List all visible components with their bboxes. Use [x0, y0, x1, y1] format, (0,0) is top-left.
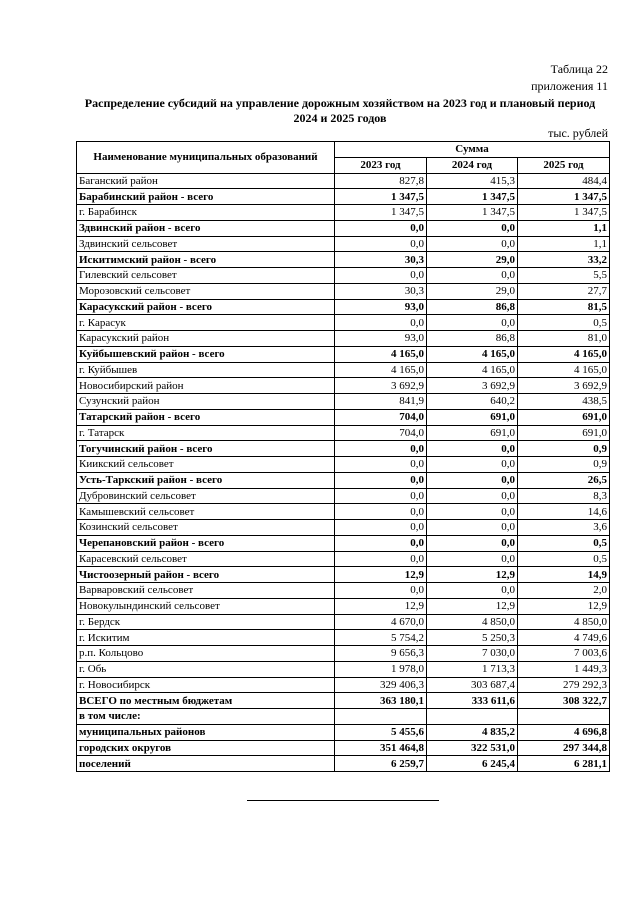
row-name-cell: городских округов: [77, 740, 335, 756]
value-cell-2023: 1 347,5: [335, 205, 427, 221]
value-cell-2024: 0,0: [427, 268, 518, 284]
row-name-cell: ВСЕГО по местным бюджетам: [77, 693, 335, 709]
value-cell-2025: 1,1: [518, 220, 610, 236]
value-cell-2023: 841,9: [335, 394, 427, 410]
title-line-1: Распределение субсидий на управление дорожным хозяйством на 2023 год и плановый период: [84, 96, 596, 110]
value-cell-2025: 4 165,0: [518, 362, 610, 378]
value-cell-2025: 691,0: [518, 425, 610, 441]
value-cell-2023: [335, 709, 427, 725]
table-row: [77, 252, 610, 268]
value-cell-2023: 827,8: [335, 173, 427, 189]
value-cell-2024: 4 165,0: [427, 362, 518, 378]
value-cell-2024: 29,0: [427, 283, 518, 299]
row-name-cell: Черепановский район - всего: [77, 535, 335, 551]
value-cell-2025: 484,4: [518, 173, 610, 189]
value-cell-2025: 3,6: [518, 520, 610, 536]
row-name-cell: Новосибирский район: [77, 378, 335, 394]
value-cell-2025: 8,3: [518, 488, 610, 504]
value-cell-2024: 0,0: [427, 315, 518, 331]
value-cell-2023: 0,0: [335, 583, 427, 599]
value-cell-2024: 415,3: [427, 173, 518, 189]
row-name-cell: г. Искитим: [77, 630, 335, 646]
table-row: [77, 362, 610, 378]
table-row: [77, 614, 610, 630]
value-cell-2025: [518, 709, 610, 725]
units-label: тыс. рублей: [548, 126, 608, 140]
row-name-cell: Карасукский район: [77, 331, 335, 347]
value-cell-2025: 4 749,6: [518, 630, 610, 646]
table-row: [77, 346, 610, 362]
value-cell-2023: 704,0: [335, 425, 427, 441]
value-cell-2024: 691,0: [427, 409, 518, 425]
value-cell-2025: 27,7: [518, 283, 610, 299]
value-cell-2023: 0,0: [335, 441, 427, 457]
value-cell-2025: 0,5: [518, 551, 610, 567]
value-cell-2025: 0,5: [518, 535, 610, 551]
row-name-cell: поселений: [77, 756, 335, 772]
column-header-sum: Сумма: [335, 142, 610, 158]
value-cell-2025: 4 165,0: [518, 346, 610, 362]
value-cell-2025: 14,9: [518, 567, 610, 583]
value-cell-2025: 2,0: [518, 583, 610, 599]
table-row: [77, 709, 610, 725]
table-row: [77, 583, 610, 599]
value-cell-2023: 351 464,8: [335, 740, 427, 756]
row-name-cell: г. Татарск: [77, 425, 335, 441]
row-name-cell: Варваровский сельсовет: [77, 583, 335, 599]
value-cell-2023: 0,0: [335, 220, 427, 236]
value-cell-2024: 0,0: [427, 236, 518, 252]
value-cell-2024: 0,0: [427, 583, 518, 599]
table-row: [77, 457, 610, 473]
value-cell-2023: 0,0: [335, 520, 427, 536]
value-cell-2025: 3 692,9: [518, 378, 610, 394]
value-cell-2025: 279 292,3: [518, 677, 610, 693]
value-cell-2025: 33,2: [518, 252, 610, 268]
row-name-cell: Козинский сельсовет: [77, 520, 335, 536]
table-row: [77, 315, 610, 331]
value-cell-2024: 0,0: [427, 504, 518, 520]
value-cell-2024: 0,0: [427, 488, 518, 504]
value-cell-2023: 93,0: [335, 299, 427, 315]
value-cell-2024: 691,0: [427, 425, 518, 441]
document-title: [70, 96, 610, 126]
value-cell-2025: 297 344,8: [518, 740, 610, 756]
value-cell-2023: 0,0: [335, 268, 427, 284]
table-row: [77, 472, 610, 488]
value-cell-2024: [427, 709, 518, 725]
table-row: [77, 441, 610, 457]
value-cell-2024: 29,0: [427, 252, 518, 268]
row-name-cell: Баганский район: [77, 173, 335, 189]
table-row: [77, 173, 610, 189]
value-cell-2024: 322 531,0: [427, 740, 518, 756]
table-row: [77, 646, 610, 662]
value-cell-2024: 3 692,9: [427, 378, 518, 394]
row-name-cell: Киикский сельсовет: [77, 457, 335, 473]
value-cell-2024: 0,0: [427, 472, 518, 488]
table-row: [77, 551, 610, 567]
row-name-cell: Здвинский сельсовет: [77, 236, 335, 252]
table-number: Таблица 22: [550, 62, 608, 76]
table-row: [77, 283, 610, 299]
row-name-cell: Куйбышевский район - всего: [77, 346, 335, 362]
value-cell-2024: 86,8: [427, 299, 518, 315]
value-cell-2025: 308 322,7: [518, 693, 610, 709]
value-cell-2023: 30,3: [335, 252, 427, 268]
value-cell-2023: 0,0: [335, 315, 427, 331]
column-header-2025: 2025 год: [518, 157, 610, 173]
value-cell-2024: 1 347,5: [427, 189, 518, 205]
table-row: [77, 520, 610, 536]
value-cell-2023: 0,0: [335, 535, 427, 551]
column-header-name: Наименование муниципальных образований: [77, 142, 335, 174]
value-cell-2025: 438,5: [518, 394, 610, 410]
value-cell-2023: 4 165,0: [335, 346, 427, 362]
table-row: [77, 220, 610, 236]
value-cell-2023: 1 978,0: [335, 661, 427, 677]
table-row: [77, 394, 610, 410]
row-name-cell: Тогучинский район - всего: [77, 441, 335, 457]
row-name-cell: Карасукский район - всего: [77, 299, 335, 315]
value-cell-2023: 0,0: [335, 472, 427, 488]
column-header-2024: 2024 год: [427, 157, 518, 173]
value-cell-2024: 303 687,4: [427, 677, 518, 693]
value-cell-2024: 5 250,3: [427, 630, 518, 646]
table-row: [77, 409, 610, 425]
value-cell-2025: 691,0: [518, 409, 610, 425]
value-cell-2023: 12,9: [335, 598, 427, 614]
table-row: [77, 504, 610, 520]
value-cell-2023: 0,0: [335, 488, 427, 504]
row-name-cell: Сузунский район: [77, 394, 335, 410]
table-row: [77, 693, 610, 709]
table-row: [77, 205, 610, 221]
table-row: [77, 677, 610, 693]
value-cell-2023: 9 656,3: [335, 646, 427, 662]
value-cell-2025: 12,9: [518, 598, 610, 614]
table-row: [77, 189, 610, 205]
value-cell-2024: 0,0: [427, 551, 518, 567]
table-row: [77, 299, 610, 315]
value-cell-2024: 1 347,5: [427, 205, 518, 221]
value-cell-2025: 7 003,6: [518, 646, 610, 662]
table-body: [77, 173, 610, 772]
value-cell-2023: 5 455,6: [335, 724, 427, 740]
value-cell-2025: 5,5: [518, 268, 610, 284]
row-name-cell: Камышевский сельсовет: [77, 504, 335, 520]
row-name-cell: Усть-Таркский район - всего: [77, 472, 335, 488]
value-cell-2025: 4 696,8: [518, 724, 610, 740]
table-row: [77, 661, 610, 677]
value-cell-2024: 6 245,4: [427, 756, 518, 772]
table-row: [77, 268, 610, 284]
value-cell-2025: 0,9: [518, 441, 610, 457]
value-cell-2024: 86,8: [427, 331, 518, 347]
table-row: [77, 425, 610, 441]
value-cell-2024: 4 850,0: [427, 614, 518, 630]
value-cell-2024: 12,9: [427, 598, 518, 614]
row-name-cell: г. Обь: [77, 661, 335, 677]
value-cell-2023: 0,0: [335, 504, 427, 520]
value-cell-2024: 0,0: [427, 441, 518, 457]
row-name-cell: в том числе:: [77, 709, 335, 725]
table-row: [77, 535, 610, 551]
value-cell-2025: 1 347,5: [518, 205, 610, 221]
value-cell-2023: 0,0: [335, 551, 427, 567]
row-name-cell: г. Новосибирск: [77, 677, 335, 693]
row-name-cell: Дубровинский сельсовет: [77, 488, 335, 504]
row-name-cell: Искитимский район - всего: [77, 252, 335, 268]
table-row: [77, 378, 610, 394]
value-cell-2025: 81,0: [518, 331, 610, 347]
table-row: [77, 236, 610, 252]
row-name-cell: Новокулындинский сельсовет: [77, 598, 335, 614]
value-cell-2024: 1 713,3: [427, 661, 518, 677]
appendix-reference: приложения 11: [531, 79, 608, 93]
bottom-divider: [247, 800, 439, 801]
value-cell-2025: 1 449,3: [518, 661, 610, 677]
row-name-cell: Карасевский сельсовет: [77, 551, 335, 567]
value-cell-2025: 26,5: [518, 472, 610, 488]
value-cell-2024: 333 611,6: [427, 693, 518, 709]
row-name-cell: г. Куйбышев: [77, 362, 335, 378]
row-name-cell: Гилевский сельсовет: [77, 268, 335, 284]
value-cell-2023: 0,0: [335, 457, 427, 473]
value-cell-2025: 1,1: [518, 236, 610, 252]
value-cell-2024: 12,9: [427, 567, 518, 583]
row-name-cell: р.п. Кольцово: [77, 646, 335, 662]
value-cell-2024: 0,0: [427, 220, 518, 236]
table-row: [77, 331, 610, 347]
subsidy-table: [76, 141, 610, 772]
table-row: [77, 567, 610, 583]
row-name-cell: Морозовский сельсовет: [77, 283, 335, 299]
value-cell-2024: 4 835,2: [427, 724, 518, 740]
title-line-2: 2024 и 2025 годов: [293, 111, 387, 125]
row-name-cell: г. Карасук: [77, 315, 335, 331]
value-cell-2025: 14,6: [518, 504, 610, 520]
value-cell-2024: 640,2: [427, 394, 518, 410]
value-cell-2024: 0,0: [427, 457, 518, 473]
value-cell-2024: 7 030,0: [427, 646, 518, 662]
value-cell-2023: 1 347,5: [335, 189, 427, 205]
table-row: [77, 598, 610, 614]
table-row: [77, 630, 610, 646]
value-cell-2025: 81,5: [518, 299, 610, 315]
value-cell-2023: 4 165,0: [335, 362, 427, 378]
row-name-cell: Татарский район - всего: [77, 409, 335, 425]
table-row: [77, 724, 610, 740]
value-cell-2025: 4 850,0: [518, 614, 610, 630]
value-cell-2023: 12,9: [335, 567, 427, 583]
row-name-cell: г. Бердск: [77, 614, 335, 630]
value-cell-2024: 0,0: [427, 520, 518, 536]
value-cell-2025: 0,5: [518, 315, 610, 331]
value-cell-2023: 4 670,0: [335, 614, 427, 630]
row-name-cell: Барабинский район - всего: [77, 189, 335, 205]
value-cell-2025: 1 347,5: [518, 189, 610, 205]
value-cell-2023: 704,0: [335, 409, 427, 425]
table-row: [77, 740, 610, 756]
column-header-2023: 2023 год: [335, 157, 427, 173]
row-name-cell: Чистоозерный район - всего: [77, 567, 335, 583]
value-cell-2023: 5 754,2: [335, 630, 427, 646]
value-cell-2023: 329 406,3: [335, 677, 427, 693]
row-name-cell: муниципальных районов: [77, 724, 335, 740]
value-cell-2025: 6 281,1: [518, 756, 610, 772]
table-row: [77, 488, 610, 504]
value-cell-2023: 30,3: [335, 283, 427, 299]
row-name-cell: Здвинский район - всего: [77, 220, 335, 236]
table-row: [77, 756, 610, 772]
value-cell-2024: 0,0: [427, 535, 518, 551]
value-cell-2025: 0,9: [518, 457, 610, 473]
value-cell-2023: 3 692,9: [335, 378, 427, 394]
value-cell-2023: 363 180,1: [335, 693, 427, 709]
value-cell-2023: 6 259,7: [335, 756, 427, 772]
value-cell-2024: 4 165,0: [427, 346, 518, 362]
row-name-cell: г. Барабинск: [77, 205, 335, 221]
value-cell-2023: 0,0: [335, 236, 427, 252]
value-cell-2023: 93,0: [335, 331, 427, 347]
